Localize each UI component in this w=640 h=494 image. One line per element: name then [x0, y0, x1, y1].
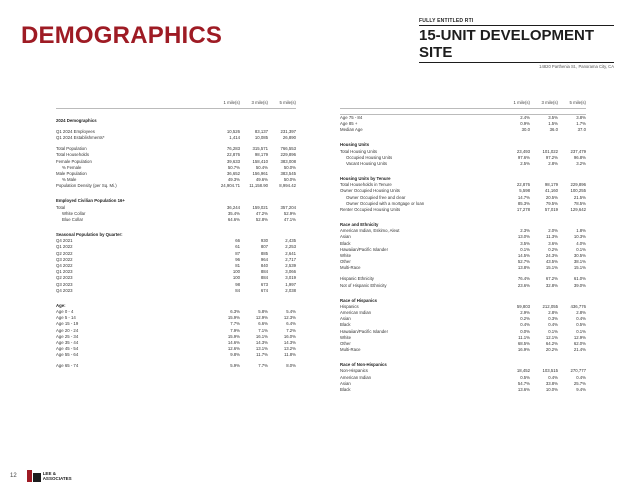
row-label: Total Households [56, 152, 89, 158]
row-label: Asian [340, 380, 351, 386]
row-value: 49.6% [255, 177, 268, 183]
row-value: 15.9% [227, 315, 240, 321]
row-label: Asian [340, 234, 351, 240]
row-value: 97.6% [517, 154, 530, 160]
page-title: DEMOGRAPHICS [21, 22, 223, 49]
row-value: 57,019 [544, 207, 558, 213]
header-blank [56, 100, 212, 109]
row-label: Non-Hispanics [340, 368, 368, 374]
row-value: 11.1% [518, 334, 530, 340]
row-value: 3.5% [520, 240, 530, 246]
row-value: 52.8% [255, 217, 268, 223]
logo-mark-icon [27, 470, 41, 482]
section-heading-row [340, 172, 586, 182]
row-value: 14.6% [227, 340, 240, 346]
row-value: 16.1% [255, 333, 268, 339]
section-heading-row [340, 138, 586, 148]
row-label: Q1 2022 [56, 244, 73, 250]
row-value: 2.8% [576, 310, 586, 316]
row-label: Total Population [56, 146, 87, 152]
row-value: 11.3% [546, 234, 558, 240]
row-value: 23,493 [516, 148, 530, 154]
row-label: Age 25 - 34 [56, 333, 79, 339]
row-value: 67.2% [545, 276, 558, 282]
row-value: 159,021 [252, 204, 268, 210]
row-value: 83,137 [254, 129, 268, 134]
row-value: 43.5% [545, 259, 558, 265]
row-value: 2,539 [285, 263, 296, 269]
row-value: 50.4% [255, 164, 268, 170]
row-label: Total [56, 204, 66, 210]
row-value: 30.5% [573, 253, 586, 259]
row-value: 6.6% [258, 321, 268, 327]
row-value: 22,876 [226, 152, 240, 158]
row-value: 2.9% [520, 310, 530, 316]
row-value: 0.1% [576, 246, 586, 252]
row-value: 21.4% [573, 347, 586, 353]
row-value: 2,717 [285, 256, 296, 262]
row-value: 81 [235, 263, 240, 269]
demographics-table-left [56, 100, 296, 370]
row-value: 156,961 [252, 171, 268, 177]
row-label: Female Population [56, 158, 92, 164]
row-label: Hispanic Ethnicity [340, 276, 374, 282]
row-value: 101,022 [542, 148, 558, 154]
row-value: 13.8% [517, 265, 530, 271]
row-value: 84 [235, 287, 240, 293]
row-value: 62.0% [573, 341, 586, 347]
row-value: 12.9% [255, 315, 268, 321]
row-value: 2.0% [548, 228, 558, 234]
row-value: 2.8% [548, 310, 558, 316]
column-header: 5 mile(s) [558, 100, 586, 109]
row-value: 22,876 [516, 182, 530, 188]
left-demographics-table [56, 100, 296, 370]
row-value: 885 [260, 250, 268, 256]
row-label: Age 85 + [340, 121, 358, 127]
row-value: 68.5% [517, 341, 530, 347]
row-value: 41,160 [544, 188, 558, 194]
company-logo [27, 470, 72, 482]
row-label: Hawaiian/Pacific Islander [340, 328, 389, 334]
logo-text: LEE & ASSOCIATES [42, 471, 72, 481]
table-row [56, 363, 296, 369]
row-value: 50.0% [283, 164, 296, 170]
row-value: 100,255 [570, 188, 586, 194]
row-label: Renter Occupied Housing Units [340, 207, 401, 213]
column-header-row [340, 100, 586, 109]
section-heading: Race of Non-Hispanics [340, 362, 387, 368]
row-label: Q4 2023 [56, 287, 73, 293]
row-value: 315,571 [252, 146, 268, 152]
row-value: 47.1% [283, 217, 296, 223]
column-header: 3 mile(s) [530, 100, 558, 109]
row-value: 10.0% [545, 387, 558, 393]
row-value: 23.6% [517, 282, 530, 288]
row-label: Hawaiian/Pacific Islander [340, 246, 389, 252]
row-value: 100 [232, 269, 240, 275]
row-value: 14.3% [255, 340, 268, 346]
row-value: 15.9% [227, 333, 240, 339]
row-value: 15.1% [545, 265, 558, 271]
row-value: 61.0% [573, 276, 586, 282]
header-property-name: 15-UNIT DEVELOPMENT SITE [419, 25, 614, 63]
section-heading-row [340, 358, 586, 368]
row-value: 52.9% [283, 210, 296, 216]
row-label: Vacant Housing Units [346, 161, 388, 167]
row-value: 357,204 [280, 204, 296, 210]
row-label: American Indian [340, 310, 372, 316]
row-value: 6.3% [230, 309, 240, 315]
row-label: Q4 2021 [56, 238, 73, 244]
section-heading-row [56, 114, 296, 124]
section-heading-row [56, 194, 296, 204]
row-value: 840 [260, 263, 268, 269]
row-label: White [340, 253, 351, 259]
row-label: Age 45 - 54 [56, 346, 79, 352]
row-value: 12.9% [573, 334, 586, 340]
row-value: 38.1% [573, 259, 586, 265]
row-value: 15.1% [573, 265, 586, 271]
row-value: 98,179 [544, 182, 558, 188]
row-value: 13.0% [517, 234, 530, 240]
section-heading: Housing Units [340, 142, 370, 148]
row-value: 24,904.71 [220, 183, 240, 189]
section-heading-row [340, 294, 586, 304]
row-label: Total Housing Units [340, 148, 378, 154]
row-value: 158,410 [252, 158, 268, 164]
row-label: Owner Occupied Housing Units [340, 188, 400, 194]
row-value: 884 [260, 275, 268, 281]
row-value: 14.7% [517, 194, 530, 200]
row-value: 0.4% [548, 322, 558, 328]
row-value: 10.3% [573, 234, 586, 240]
row-value: 10,526 [226, 129, 240, 134]
row-value: 33.8% [545, 380, 558, 386]
row-value: 3.6% [548, 240, 558, 246]
row-label: Q2 2022 [56, 250, 73, 256]
row-value: 50.7% [227, 164, 240, 170]
row-value: 1,414 [229, 135, 240, 141]
section-heading: Race and Ethnicity [340, 222, 379, 228]
row-value: 14.3% [283, 340, 296, 346]
row-value: 39.0% [573, 282, 586, 288]
row-value: 8.0% [286, 363, 296, 369]
row-label: Multi-Race [340, 265, 361, 271]
property-header [419, 18, 614, 69]
row-value: 0.5% [576, 322, 586, 328]
row-value: 2,038 [285, 287, 296, 293]
row-value: 129,642 [570, 207, 586, 213]
row-label: Blue Collar [62, 217, 84, 223]
row-value: 79.5% [545, 200, 558, 206]
row-value: 0.4% [576, 316, 586, 322]
row-label: Owner Occupied with a mortgage or loan [346, 200, 425, 206]
row-value: 0.3% [548, 316, 558, 322]
row-value: 3.2% [576, 161, 586, 167]
footer [10, 470, 72, 482]
section-heading-row [56, 228, 296, 238]
row-value: 5.9% [230, 363, 240, 369]
row-label: % Male [62, 177, 77, 183]
row-value: 6.4% [286, 321, 296, 327]
row-value: 21.5% [573, 194, 586, 200]
row-value: 17,278 [516, 207, 530, 213]
row-value: 807 [260, 244, 268, 250]
column-header: 1 mile(s) [212, 100, 240, 109]
row-value: 36,244 [226, 204, 240, 210]
row-label: Q1 2024 Establishments* [56, 135, 105, 141]
row-value: 2.3% [520, 228, 530, 234]
row-label: Black [340, 240, 351, 246]
table-row [340, 115, 586, 122]
row-value: 2,641 [285, 250, 296, 256]
row-value: 98 [235, 281, 240, 287]
row-label: Total Households in Tenure [340, 182, 392, 188]
row-value: 4.0% [576, 240, 586, 246]
row-value: 9.4% [576, 387, 586, 393]
column-header: 3 mile(s) [240, 100, 268, 109]
section-heading: Housing Units by Tenure [340, 176, 391, 182]
row-value: 2.8% [548, 161, 558, 167]
row-value: 98,179 [254, 152, 268, 158]
row-value: 673 [260, 281, 268, 287]
row-value: 13.1% [255, 346, 268, 352]
row-value: 25.7% [573, 380, 586, 386]
row-value: 0.2% [520, 316, 530, 322]
row-value: 12.1% [545, 334, 558, 340]
row-value: 11.7% [256, 352, 268, 358]
row-label: Male Population [56, 171, 87, 177]
row-value: 7.9% [230, 327, 240, 333]
row-value: 3,066 [285, 269, 296, 275]
row-value: 2.4% [502, 115, 530, 122]
row-value: 930 [260, 238, 268, 244]
row-label: Other [340, 341, 351, 347]
row-value: 766,553 [280, 146, 296, 152]
row-label: White [340, 334, 351, 340]
row-label: Age 65 - 74 [56, 363, 79, 369]
section-heading-row [340, 218, 586, 228]
row-value: 13.6% [517, 387, 530, 393]
row-value: 0.1% [548, 328, 558, 334]
row-value: 87 [235, 250, 240, 256]
row-value: 3,019 [285, 275, 296, 281]
row-value: 64.2% [545, 341, 558, 347]
row-value: 11,158.90 [249, 183, 268, 189]
row-value: 2.5% [520, 161, 530, 167]
row-label: Q1 2023 [56, 269, 73, 275]
row-label: Q1 2024 Employees [56, 129, 95, 134]
row-value: 76.4% [517, 276, 530, 282]
row-value: 12.3% [283, 315, 296, 321]
demographics-table-right [340, 100, 586, 393]
row-value: 7.1% [258, 327, 268, 333]
row-value: 96.8% [573, 154, 586, 160]
row-value: 10,085 [254, 135, 268, 141]
section-heading-row [56, 299, 296, 309]
row-value: 9.8% [230, 352, 240, 358]
row-value: 5.4% [286, 309, 296, 315]
row-value: 2,253 [285, 244, 296, 250]
row-value: 229,896 [570, 182, 586, 188]
row-value: 1.8% [576, 228, 586, 234]
section-heading: 2024 Demographics [56, 118, 97, 123]
row-value: 5,598 [519, 188, 530, 194]
row-value: 16.9% [517, 347, 530, 353]
row-value: 0.9% [520, 121, 530, 127]
row-value: 36,652 [226, 171, 240, 177]
header-tagline: FULLY ENTITLED RTI [419, 18, 474, 24]
row-label: Age 15 - 19 [56, 321, 79, 327]
row-label: Asian [340, 316, 351, 322]
column-header-row [56, 100, 296, 109]
row-value: 3.8% [558, 115, 586, 122]
row-value: 59,803 [516, 303, 530, 309]
row-label: % Female [62, 164, 82, 170]
row-value: 383,545 [280, 171, 296, 177]
row-label: Median Age [340, 127, 363, 133]
row-value: 52.7% [517, 259, 530, 265]
row-label: Owner Occupied free and clear [346, 194, 406, 200]
row-value: 76,283 [226, 146, 240, 152]
row-value: 229,896 [280, 152, 296, 158]
row-value: 54.7% [517, 380, 530, 386]
row-value: 0.0% [520, 328, 530, 334]
row-value: 270,777 [570, 368, 586, 374]
row-label: American Indian [340, 374, 372, 380]
row-value: 674 [260, 287, 268, 293]
row-value: 7.7% [258, 363, 268, 369]
row-value: 49.3% [227, 177, 240, 183]
row-value: 0.1% [576, 328, 586, 334]
row-label: Other [340, 259, 351, 265]
row-label: Q3 2022 [56, 256, 73, 262]
page-number: 12 [10, 473, 17, 479]
row-label: Age 75 - 84 [340, 115, 502, 122]
row-value: 2,435 [285, 238, 296, 244]
row-value: 1.7% [576, 121, 586, 127]
header-address: 14820 Parthenia St., Panorama City, CA [539, 64, 614, 69]
row-label: Not of Hispanic Ethnicity [340, 282, 387, 288]
row-value: 35.4% [227, 210, 240, 216]
row-value: 26,890 [282, 135, 296, 141]
row-value: 7.2% [286, 327, 296, 333]
row-value: 39,633 [226, 158, 240, 164]
row-value: 96 [235, 256, 240, 262]
row-value: 97.2% [545, 154, 558, 160]
row-value: 231,397 [280, 129, 296, 134]
row-value: 0.4% [520, 322, 530, 328]
row-value: 13.2% [283, 346, 296, 352]
right-demographics-table [340, 100, 586, 393]
section-heading: Race of Hispanics [340, 297, 378, 303]
row-label: Age 0 - 4 [56, 309, 74, 315]
row-label: White Collar [62, 210, 86, 216]
row-value: 14.5% [517, 253, 530, 259]
row-label: Age 20 - 24 [56, 327, 79, 333]
column-header: 5 mile(s) [268, 100, 296, 109]
row-value: 16.0% [283, 333, 296, 339]
row-value: 7.7% [230, 321, 240, 327]
section-heading: Age: [56, 302, 66, 308]
row-value: 0.5% [520, 374, 530, 380]
table-row [340, 387, 586, 393]
row-label: Black [340, 387, 351, 393]
row-label: Q4 2022 [56, 263, 73, 269]
row-value: 50.0% [283, 177, 296, 183]
row-value: 1.5% [548, 121, 558, 127]
row-value: 5.8% [258, 309, 268, 315]
section-heading: Seasonal Population by Quarter: [56, 232, 123, 238]
row-value: 884 [260, 269, 268, 275]
section-heading: Employed Civilian Population 16+ [56, 198, 125, 204]
header-blank [340, 100, 502, 109]
row-value: 20.2% [545, 347, 558, 353]
row-value: 37.0 [577, 127, 586, 133]
row-label: Q3 2023 [56, 281, 73, 287]
row-value: 30.0 [521, 127, 530, 133]
row-value: 24.3% [545, 253, 558, 259]
row-value: 61 [235, 244, 240, 250]
row-value: 237,479 [570, 148, 586, 154]
row-label: Age 55 - 64 [56, 352, 79, 358]
row-value: 3.5% [530, 115, 558, 122]
row-value: 100 [232, 275, 240, 281]
row-value: 66 [235, 238, 240, 244]
row-value: 36.0 [549, 127, 558, 133]
row-value: 11.8% [284, 352, 296, 358]
row-label: Hispanics [340, 303, 359, 309]
row-value: 436,776 [570, 303, 586, 309]
row-value: 8,994.42 [279, 183, 296, 189]
row-value: 383,008 [280, 158, 296, 164]
row-value: 0.1% [520, 246, 530, 252]
row-label: American Indian, Eskimo, Aleut [340, 228, 400, 234]
row-value: 20.5% [545, 194, 558, 200]
row-value: 964 [260, 256, 268, 262]
row-value: 1,997 [285, 281, 296, 287]
row-value: 18,452 [516, 368, 530, 374]
row-label: Occupied Housing Units [346, 154, 393, 160]
row-label: Age 35 - 44 [56, 340, 79, 346]
row-value: 0.2% [548, 246, 558, 252]
row-value: 85.3% [517, 200, 530, 206]
row-value: 32.8% [545, 282, 558, 288]
row-label: Age 5 - 14 [56, 315, 76, 321]
row-value: 0.4% [576, 374, 586, 380]
row-label: Q2 2023 [56, 275, 73, 281]
row-label: Black [340, 322, 351, 328]
row-value: 0.4% [548, 374, 558, 380]
row-value: 64.6% [227, 217, 240, 223]
row-label: Multi-Race [340, 347, 361, 353]
row-value: 212,055 [542, 303, 558, 309]
row-value: 47.2% [255, 210, 268, 216]
column-header: 1 mile(s) [502, 100, 530, 109]
row-value: 12.6% [227, 346, 240, 352]
row-value: 78.5% [573, 200, 586, 206]
row-label: Population Density (per Sq. Mi.) [56, 183, 117, 189]
row-value: 103,515 [542, 368, 558, 374]
